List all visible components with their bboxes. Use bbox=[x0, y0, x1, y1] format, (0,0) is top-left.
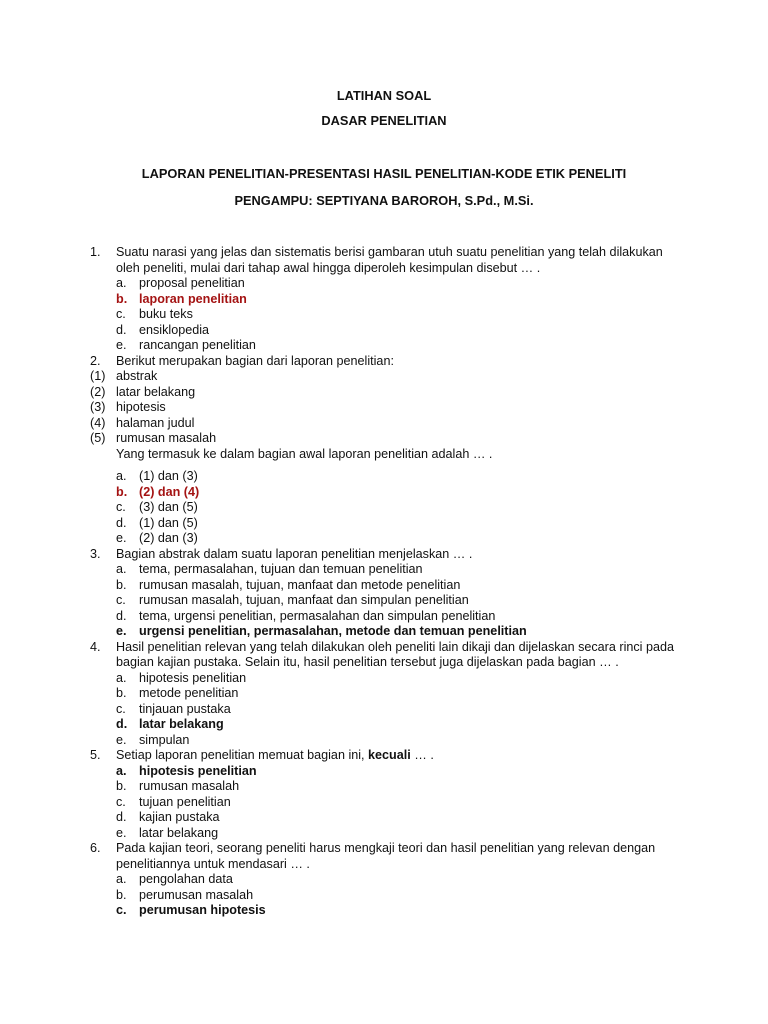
option-label: c. bbox=[116, 307, 126, 321]
question-text bbox=[90, 748, 690, 764]
option-text: tinjauan pustaka bbox=[139, 701, 231, 716]
option-label: a. bbox=[116, 763, 127, 778]
item-number: (5) bbox=[90, 431, 106, 445]
question-text: Pada kajian teori, seorang peneliti harus mengkaji teori dan hasil penelitian yang relevan dengan penelitiannya untuk mendasari … . bbox=[116, 841, 656, 871]
option-label: d. bbox=[116, 810, 127, 824]
question-number: 2. bbox=[90, 353, 101, 368]
option-label: d. bbox=[116, 608, 127, 623]
list-item bbox=[90, 400, 690, 416]
option-text: kajian pustaka bbox=[139, 810, 220, 824]
item-text: hipotesis bbox=[116, 400, 166, 414]
option bbox=[90, 276, 690, 292]
option-answer bbox=[90, 292, 690, 308]
question-6 bbox=[90, 841, 690, 872]
option-answer bbox=[90, 903, 690, 919]
option-text: (2) dan (4) bbox=[139, 484, 200, 499]
option-label: b. bbox=[116, 484, 128, 499]
option-label: e. bbox=[116, 338, 127, 352]
option bbox=[90, 593, 690, 609]
option-text: (1) dan (5) bbox=[139, 515, 198, 530]
item-number: (3) bbox=[90, 400, 106, 414]
topic-heading: LAPORAN PENELITIAN-PRESENTASI HASIL PENELITIAN-KODE ETIK PENELITI bbox=[141, 166, 627, 181]
option-text: tema, permasalahan, tujuan dan temuan penelitian bbox=[139, 562, 423, 576]
option-answer bbox=[90, 764, 690, 780]
option-text: simpulan bbox=[139, 732, 190, 747]
option-label: c. bbox=[116, 701, 126, 716]
option bbox=[90, 578, 690, 594]
option-text: perumusan masalah bbox=[139, 887, 254, 902]
option-text: rumusan masalah, tujuan, manfaat dan simpulan penelitian bbox=[139, 593, 469, 607]
item-number: (2) bbox=[90, 384, 106, 399]
question-stem bbox=[90, 447, 690, 463]
option-text: (2) dan (3) bbox=[139, 531, 198, 545]
option-label: d. bbox=[116, 717, 128, 731]
option-label: b. bbox=[116, 887, 127, 902]
option-label: e. bbox=[116, 732, 127, 747]
option-label: e. bbox=[116, 825, 127, 840]
question-list bbox=[90, 245, 690, 919]
question-text: Bagian abstrak dalam suatu laporan penelitian menjelaskan … . bbox=[116, 546, 473, 561]
option-label: b. bbox=[116, 779, 127, 793]
option bbox=[90, 733, 690, 749]
option bbox=[90, 795, 690, 811]
option bbox=[90, 888, 690, 904]
option-label: c. bbox=[116, 794, 126, 809]
item-number: (1) bbox=[90, 369, 106, 383]
option-label: a. bbox=[116, 872, 127, 886]
question-number: 5. bbox=[90, 748, 101, 762]
question-text: Hasil penelitian relevan yang telah dilakukan oleh peneliti lain dikaji dan dijelaskan secara rinci pada bagian kajian pustaka. Selain itu, hasil penelitian tersebut juga dijelaskan pada bagian … . bbox=[116, 639, 674, 669]
option-label: a. bbox=[116, 670, 127, 685]
stem-text: Yang termasuk ke dalam bagian awal laporan penelitian adalah … . bbox=[116, 446, 493, 461]
option bbox=[90, 531, 690, 547]
question-text: Suatu narasi yang jelas dan sistematis berisi gambaran utuh suatu penelitian yang telah dilakukan oleh peneliti, mulai dari tahap awal hingga diperoleh kesimpulan disebut … . bbox=[116, 245, 663, 275]
option-label: e. bbox=[116, 624, 127, 638]
option-answer bbox=[90, 717, 690, 733]
option-label: d. bbox=[116, 322, 127, 337]
option-text: hipotesis penelitian bbox=[139, 763, 257, 778]
option-label: b. bbox=[116, 577, 127, 592]
option bbox=[90, 702, 690, 718]
option-label: b. bbox=[116, 291, 128, 306]
item-text: abstrak bbox=[116, 369, 158, 383]
question-3 bbox=[90, 547, 690, 563]
option-text: perumusan hipotesis bbox=[139, 903, 266, 917]
option-label: d. bbox=[116, 515, 127, 530]
option-text: proposal penelitian bbox=[139, 276, 245, 290]
question-4 bbox=[90, 640, 690, 671]
option-label: a. bbox=[116, 562, 127, 576]
option-label: b. bbox=[116, 686, 127, 700]
option-text: latar belakang bbox=[139, 717, 224, 731]
list-item bbox=[90, 369, 690, 385]
page-subtitle: DASAR PENELITIAN bbox=[321, 113, 447, 128]
option-text: rumusan masalah, tujuan, manfaat dan metode penelitian bbox=[139, 577, 461, 592]
option-label: c. bbox=[116, 500, 126, 514]
question-2 bbox=[90, 354, 690, 370]
option bbox=[90, 516, 690, 532]
option-label: c. bbox=[116, 903, 127, 917]
option bbox=[90, 323, 690, 339]
option-text: pengolahan data bbox=[139, 872, 233, 886]
option-label: e. bbox=[116, 531, 127, 545]
list-item bbox=[90, 431, 690, 447]
question-1 bbox=[90, 245, 690, 276]
option bbox=[90, 562, 690, 578]
question-number: 6. bbox=[90, 841, 101, 855]
question-text-part: … . bbox=[410, 748, 434, 762]
option bbox=[90, 338, 690, 354]
spacer bbox=[90, 462, 690, 469]
option bbox=[90, 500, 690, 516]
option-text: urgensi penelitian, permasalahan, metode dan temuan penelitian bbox=[139, 624, 527, 638]
list-item bbox=[90, 385, 690, 401]
option-text: tema, urgensi penelitian, permasalahan dan simpulan penelitian bbox=[139, 608, 496, 623]
option-text: hipotesis penelitian bbox=[139, 670, 247, 685]
option-text: buku teks bbox=[139, 307, 193, 321]
option bbox=[90, 469, 690, 485]
option-text: tujuan penelitian bbox=[139, 794, 231, 809]
option-text: rumusan masalah bbox=[139, 779, 240, 793]
option-text: rancangan penelitian bbox=[139, 338, 256, 352]
item-number: (4) bbox=[90, 415, 106, 430]
option bbox=[90, 810, 690, 826]
option-label: a. bbox=[116, 469, 127, 483]
option bbox=[90, 671, 690, 687]
option bbox=[90, 609, 690, 625]
option-text: ensiklopedia bbox=[139, 322, 210, 337]
question-number: 3. bbox=[90, 546, 101, 561]
list-item bbox=[90, 416, 690, 432]
option bbox=[90, 686, 690, 702]
question-emphasis: kecuali bbox=[368, 748, 411, 762]
question-5 bbox=[90, 748, 690, 764]
item-text: halaman judul bbox=[116, 415, 195, 430]
option-text: latar belakang bbox=[139, 825, 219, 840]
question-number: 1. bbox=[90, 245, 101, 259]
option-text: metode penelitian bbox=[139, 686, 239, 700]
option-answer bbox=[90, 624, 690, 640]
page-title: LATIHAN SOAL bbox=[336, 88, 432, 103]
item-text: latar belakang bbox=[116, 384, 196, 399]
option bbox=[90, 872, 690, 888]
item-text: rumusan masalah bbox=[116, 431, 217, 445]
option-label: c. bbox=[116, 593, 126, 607]
option bbox=[90, 826, 690, 842]
question-text-part: Setiap laporan penelitian memuat bagian ini, bbox=[116, 748, 369, 762]
option-text: (1) dan (3) bbox=[139, 469, 198, 483]
option-label: a. bbox=[116, 276, 127, 290]
option bbox=[90, 307, 690, 323]
question-number: 4. bbox=[90, 639, 101, 654]
option-answer bbox=[90, 485, 690, 501]
option bbox=[90, 779, 690, 795]
lecturer-heading: PENGAMPU: SEPTIYANA BAROROH, S.Pd., M.Si. bbox=[234, 193, 534, 208]
option-text: laporan penelitian bbox=[139, 291, 247, 306]
question-text: Berikut merupakan bagian dari laporan penelitian: bbox=[116, 353, 394, 368]
option-text: (3) dan (5) bbox=[139, 500, 198, 514]
